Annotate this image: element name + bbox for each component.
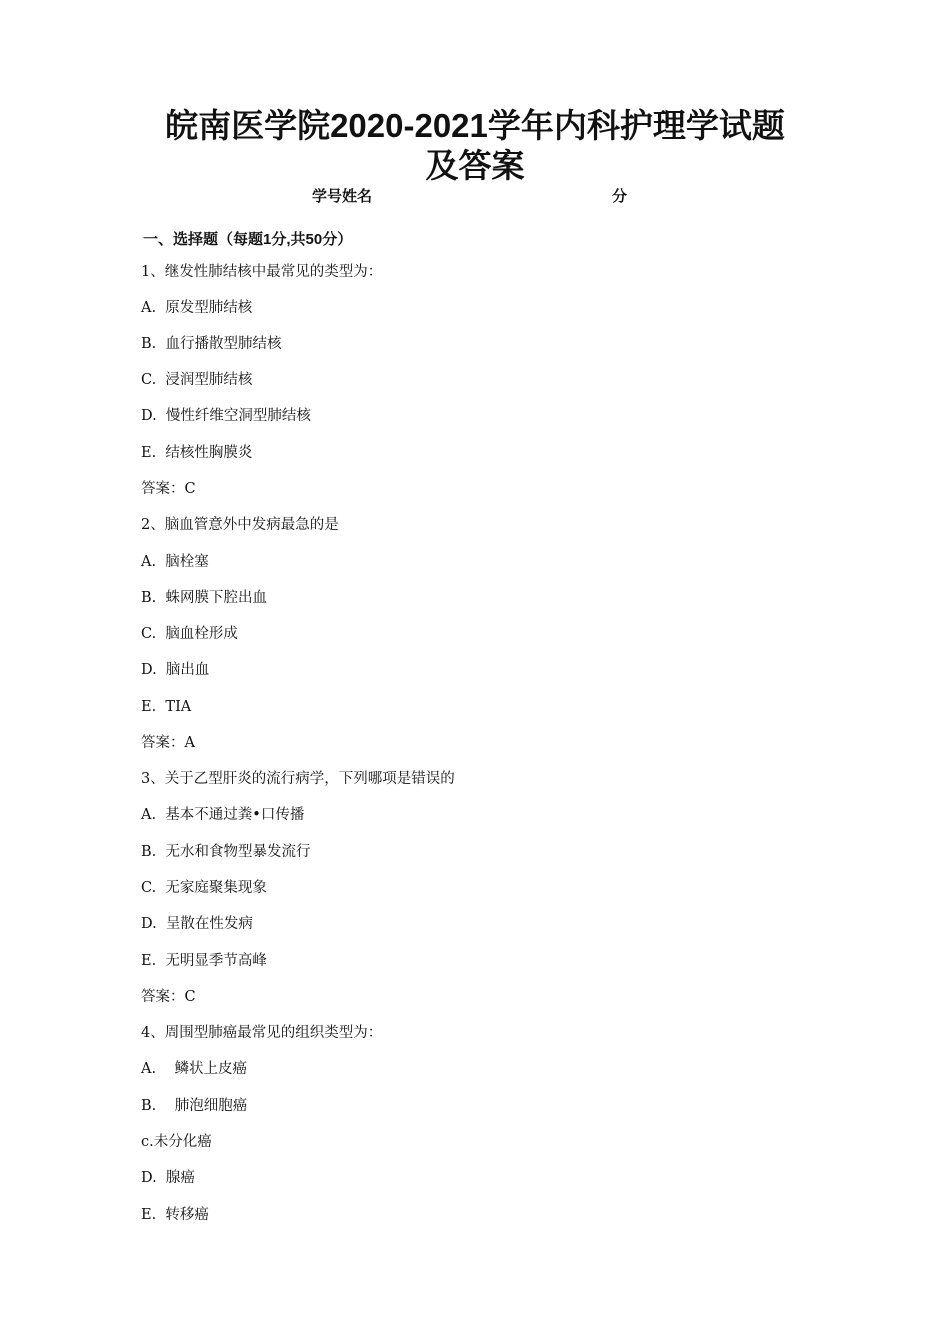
answer-text: 答案：C [141, 481, 196, 497]
page-title-continued: 及答案 [425, 147, 525, 184]
option-item: D. 脑出血 [141, 662, 210, 678]
option-item: A. 鳞状上皮癌 [141, 1061, 248, 1077]
option-item: B. 无水和食物型暴发流行 [141, 844, 311, 860]
option-item: E. 无明显季节高峰 [141, 953, 267, 969]
option-item: B. 血行播散型肺结核 [141, 336, 282, 352]
question-stem: 2、脑血管意外中发病最急的是 [141, 517, 339, 533]
option-item: C. 脑血栓形成 [141, 626, 238, 642]
question-stem: 1、继发性肺结核中最常见的类型为： [141, 264, 383, 280]
option-item: A. 脑栓塞 [141, 554, 209, 570]
option-item: E. 转移癌 [141, 1207, 209, 1223]
option-item: c.未分化癌 [141, 1134, 212, 1150]
student-id-name-label: 学号姓名 [312, 188, 373, 205]
option-item: E. 结核性胸膜炎 [141, 445, 253, 461]
page-title: 皖南医学院2020-2021学年内科护理学试题 [165, 107, 785, 144]
score-label: 分 [612, 188, 628, 205]
option-item: D. 呈散在性发病 [141, 916, 253, 932]
answer-text: 答案：A [141, 735, 195, 751]
option-item: D. 腺癌 [141, 1170, 195, 1186]
section-heading: 一、选择题（每题1分,共50分） [143, 231, 353, 248]
option-item: A. 原发型肺结核 [141, 300, 253, 316]
question-stem: 4、周围型肺癌最常见的组织类型为： [141, 1025, 383, 1041]
question-stem: 3、关于乙型肝炎的流行病学，下列哪项是错误的 [141, 771, 455, 787]
option-item: A. 基本不通过粪•口传播 [141, 807, 305, 823]
option-item: B. 肺泡细胞癌 [141, 1098, 248, 1114]
option-item: E. TIA [141, 699, 192, 715]
answer-text: 答案：C [141, 989, 196, 1005]
option-item: B. 蛛网膜下腔出血 [141, 590, 267, 606]
option-item: C. 浸润型肺结核 [141, 372, 253, 388]
option-item: C. 无家庭聚集现象 [141, 880, 267, 896]
option-item: D. 慢性纤维空洞型肺结核 [141, 408, 311, 424]
